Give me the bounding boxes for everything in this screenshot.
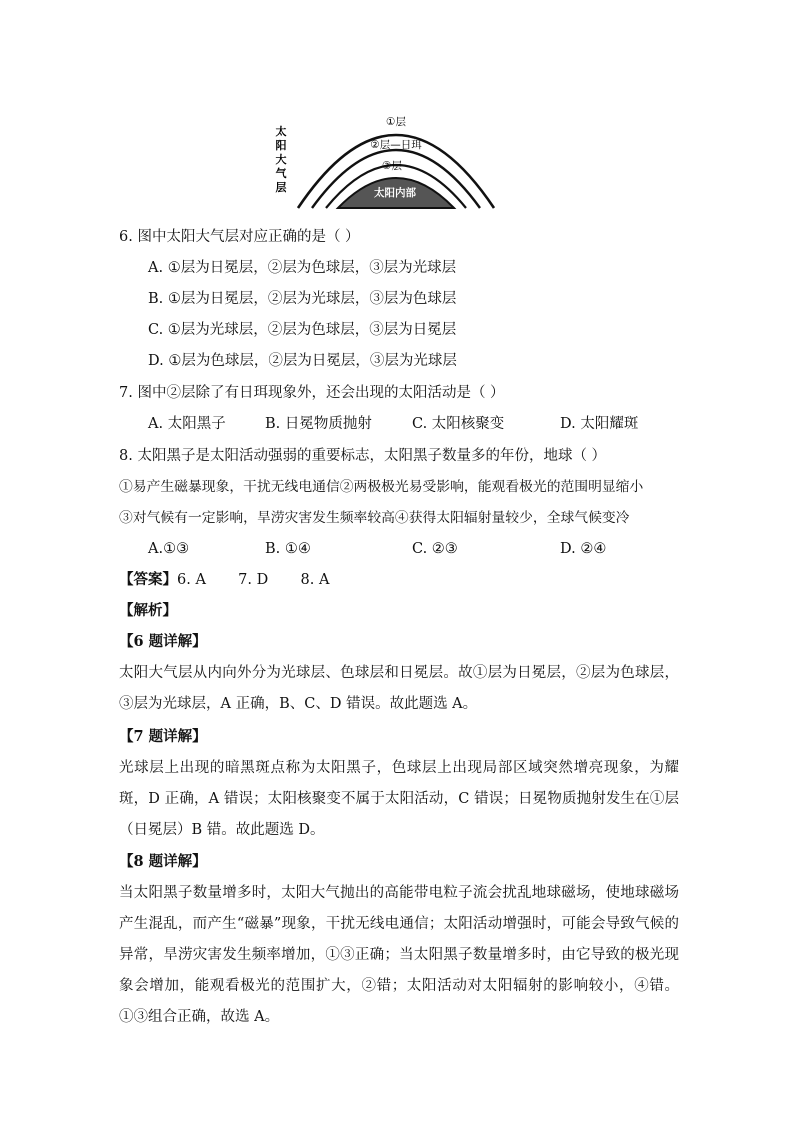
detail-6-text: 太阳大气层从内向外分为光球层、色球层和日冕层。故①层为日冕层，②层为色球层，③层为光球层，A 正确，B、C、D 错误。故此题选 A。 (119, 665, 679, 712)
answer-line (119, 570, 329, 590)
layer2-label: ②层—日珥 (370, 139, 422, 151)
sun-layers-diagram (272, 104, 504, 214)
diagram-side-label-char: 大 (275, 153, 287, 166)
sun-interior-label: 太阳内部 (374, 187, 416, 199)
question-8-option-d: D. ②④ (560, 541, 607, 557)
detail-7-text: 光球层上出现的暗黑斑点称为太阳黑子，色球层上出现局部区域突然增亮现象，为耀斑，D 正确，A 错误；太阳核聚变不属于太阳活动，C 错误；日冕物质抛射发生在①层（日冕层）B 错。故此题选 D。 (119, 760, 679, 838)
analysis-label: 【解析】 (119, 602, 177, 619)
diagram-side-label-char: 层 (275, 181, 287, 194)
question-6-option-b: B. ①层为日冕层，②层为光球层，③层为色球层 (148, 291, 457, 307)
question-8-option-a: A.①③ (148, 541, 190, 557)
answer-values: 6. A 7. D 8. A (177, 572, 330, 588)
question-6-option-d: D. ①层为色球层，②层为日冕层，③层为光球层 (148, 353, 457, 369)
question-8-statement-line-1: ①易产生磁暴现象，干扰无线电通信②两极极光易受影响，能观看极光的范围明显缩小 (119, 479, 644, 495)
answer-label: 【答案】 (119, 571, 177, 588)
question-6-option-c: C. ①层为光球层，②层为色球层，③层为日冕层 (148, 322, 457, 338)
diagram-side-label-char: 气 (275, 167, 287, 180)
question-6-stem: 6. 图中太阳大气层对应正确的是（ ） (119, 229, 360, 245)
diagram-side-label-char: 阳 (275, 139, 287, 152)
layer1-label: ①层 (386, 116, 406, 128)
question-7-stem: 7. 图中②层除了有日珥现象外，还会出现的太阳活动是（ ） (119, 385, 505, 401)
question-7-option-c: C. 太阳核聚变 (412, 416, 505, 432)
question-8-option-c: C. ②③ (412, 541, 458, 557)
question-8-statement-line-2: ③对气候有一定影响，旱涝灾害发生频率较高④获得太阳辐射量较少，全球气候变冷 (119, 510, 630, 526)
layer3-label: ③层 (382, 160, 402, 172)
question-7-option-b: B. 日冕物质抛射 (265, 416, 372, 432)
detail-8-title: 【8 题详解】 (119, 853, 207, 870)
question-6-option-a: A. ①层为日冕层，②层为色球层，③层为光球层 (148, 260, 457, 276)
detail-6-title: 【6 题详解】 (119, 633, 207, 650)
question-7-option-a: A. 太阳黑子 (148, 416, 226, 432)
question-7-option-d: D. 太阳耀斑 (560, 416, 639, 432)
diagram-side-label-char: 太 (275, 125, 287, 138)
question-8-stem: 8. 太阳黑子是太阳活动强弱的重要标志，太阳黑子数量多的年份，地球（ ） (119, 448, 607, 464)
detail-8-text: 当太阳黑子数量增多时，太阳大气抛出的高能带电粒子流会扰乱地球磁场，使地球磁场产生混乱，而产生“磁暴”现象，干扰无线电通信；太阳活动增强时，可能会导致气候的异常，旱涝灾害发生频率增加，①③正确；当太阳黑子数量增多时，由它导致的极光现象会增加，能观看极光的范围扩大，②错；太阳活动对太阳辐射的影响较小，④错。①③组合正确，故选 A。 (119, 885, 679, 1025)
question-8-option-b: B. ①④ (265, 541, 311, 557)
detail-7-title: 【7 题详解】 (119, 728, 207, 745)
